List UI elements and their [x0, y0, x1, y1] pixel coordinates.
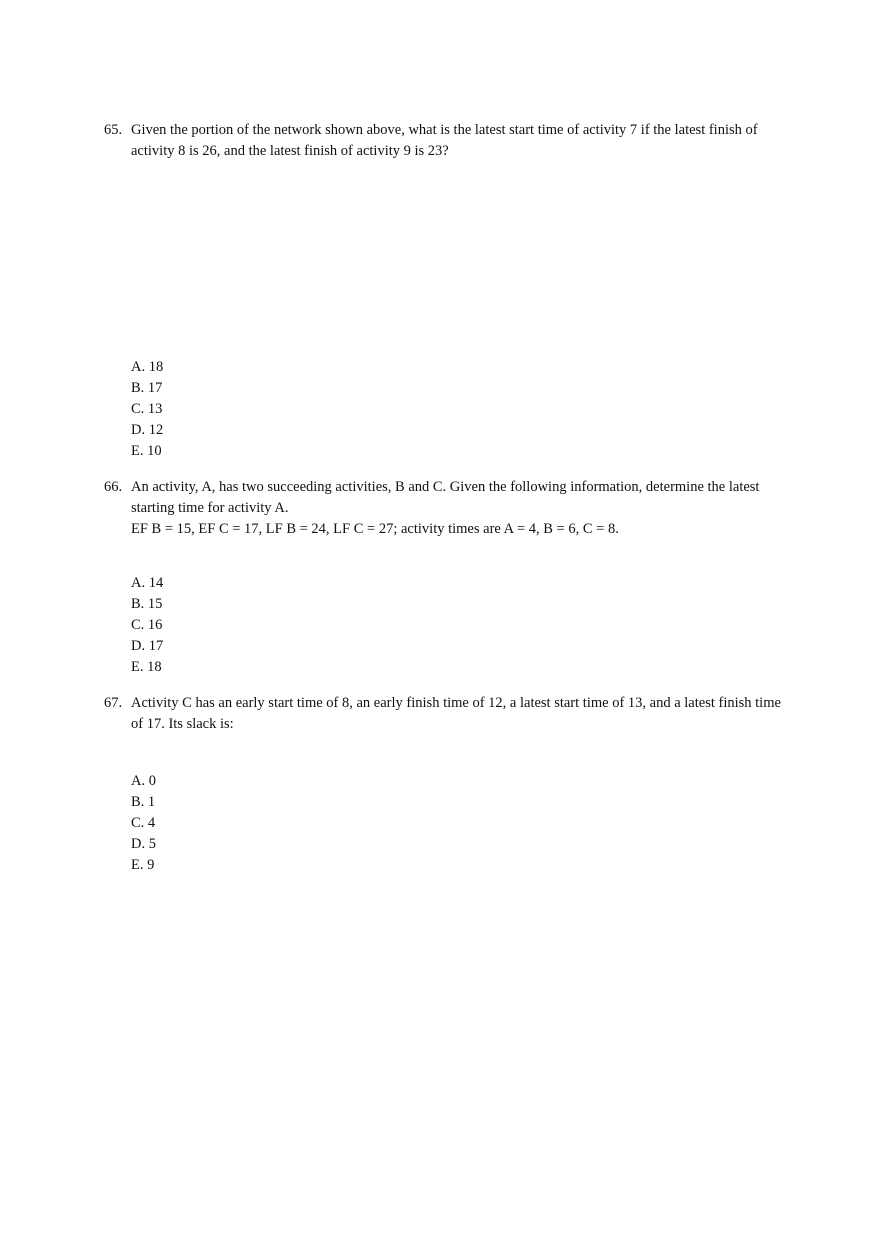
answer-option: A. 0: [131, 773, 156, 789]
answer-options-67: [131, 771, 156, 876]
answer-option: B. 17: [131, 380, 163, 396]
answer-option: C. 16: [131, 617, 163, 633]
answer-option: D. 17: [131, 638, 164, 654]
question-67: [104, 693, 784, 735]
question-line: An activity, A, has two succeeding activities, B and C. Given the following information, determine the latest starting time for activity A.: [131, 479, 760, 516]
question-text: [131, 120, 784, 162]
answer-option: B. 15: [131, 596, 163, 612]
answer-option: D. 5: [131, 836, 156, 852]
question-text: [131, 693, 784, 735]
answer-option: D. 12: [131, 422, 164, 438]
question-text: [131, 477, 784, 540]
question-65: [104, 120, 784, 162]
answer-options-66: [131, 573, 163, 678]
answer-option: B. 1: [131, 794, 156, 810]
question-line: EF B = 15, EF C = 17, LF B = 24, LF C = 27; activity times are A = 4, B = 6, C = 8.: [131, 521, 619, 537]
question-line: Given the portion of the network shown above, what is the latest start time of activity 7 if the latest finish of activity 8 is 26, and the latest finish of activity 9 is 23?: [131, 122, 758, 159]
answer-option: E. 18: [131, 659, 162, 675]
answer-option: C. 4: [131, 815, 156, 831]
answer-option: A. 14: [131, 575, 164, 591]
answer-options-65: [131, 357, 163, 462]
answer-option: A. 18: [131, 359, 164, 375]
answer-option: E. 9: [131, 857, 155, 873]
answer-option: E. 10: [131, 443, 162, 459]
question-number: 67.: [104, 695, 123, 711]
question-number: 65.: [104, 122, 123, 138]
question-line: Activity C has an early start time of 8, an early finish time of 12, a latest start time of 13, and a latest finish time of 17. Its slack is:: [131, 695, 781, 732]
question-number: 66.: [104, 479, 123, 495]
answer-option: C. 13: [131, 401, 163, 417]
question-66: [104, 477, 784, 540]
